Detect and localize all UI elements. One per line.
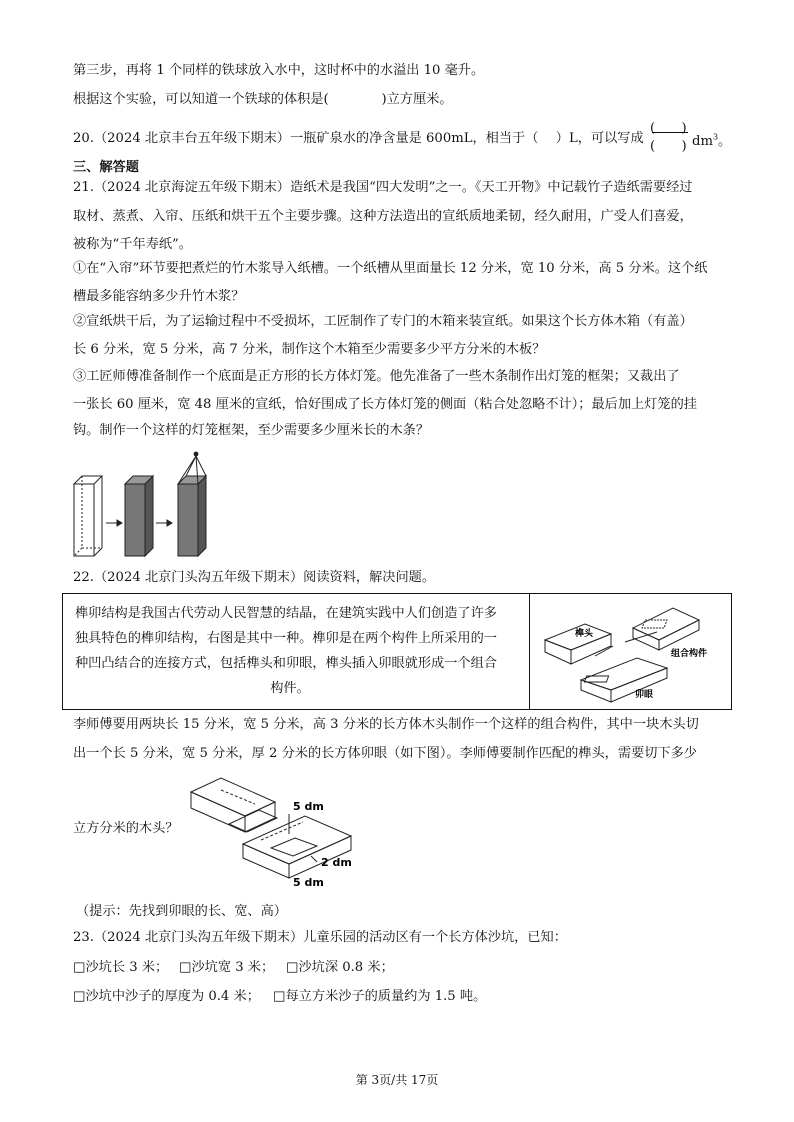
condition-item: □沙坑长 3 米； <box>73 960 169 975</box>
dimension-label-top: 5 dm <box>293 800 324 813</box>
page-footer: 第 3页/共 17页 <box>355 1073 439 1087</box>
question-22-hint: （提示：先找到卯眼的长、宽、高） <box>76 904 287 919</box>
text-line: 根据这个实验，可以知道一个铁球的体积是( )立方厘米。 <box>73 92 453 107</box>
question-21-line: ①在“入帘”环节要把煮烂的竹木浆导入纸槽。一个纸槽从里面量长 12 分米，宽 10 分米，高 5 分米。这个纸 <box>73 261 708 276</box>
arrow-icon <box>106 520 122 526</box>
dimension-label-bottom: 5 dm <box>293 876 324 889</box>
lantern-paper-box <box>125 476 153 556</box>
question-21-line: 取材、蒸煮、入帘、压纸和烘干五个主要步骤。这种方法造出的宣纸质地柔韧，经久耐用，广受人们喜爱， <box>73 209 693 224</box>
section-heading: 三、解答题 <box>73 160 139 175</box>
question-21-line: ③工匠师傅准备制作一个底面是正方形的长方体灯笼。他先准备了一些木条制作出灯笼的框架；又裁出了 <box>73 369 680 384</box>
question-22-line: 出一个长 5 分米，宽 5 分米，厚 2 分米的长方体卯眼（如下图）。李师傅要制作匹配的榫头，需要切下多少 <box>73 746 697 761</box>
question-23-title: 23.（2024 北京门头沟五年级下期末）儿童乐园的活动区有一个长方体沙坑，已知： <box>73 930 567 945</box>
tenon-mortise-figure <box>537 598 727 704</box>
question-21-line: 一张长 60 厘米，宽 48 厘米的宣纸，恰好围成了长方体灯笼的侧面（粘合处忽略不计）；最后加上灯笼的挂 <box>73 397 697 412</box>
fraction-numerator: ( ) <box>650 121 687 136</box>
text-line: 第三步，再将 1 个同样的铁球放入水中，这时杯中的水溢出 10 毫升。 <box>73 63 485 78</box>
question-21-line: 被称为“千年寿纸”。 <box>73 237 192 252</box>
question-21-line: ②宣纸烘干后，为了运输过程中不受损坏，工匠制作了专门的木箱来装宣纸。如果这个长方体木箱（有盖） <box>73 314 693 329</box>
box-text-line: 构件。 <box>270 681 310 696</box>
figure-label-assembly: 组合构件 <box>671 649 708 659</box>
box-text-line: 榫卯结构是我国古代劳动人民智慧的结晶，在建筑实践中人们创造了许多 <box>75 606 497 621</box>
question-20: 20.（2024 北京丰台五年级下期末）一瓶矿泉水的净含量是 600mL，相当于（ ）L，可以写成 <box>73 131 644 146</box>
lantern-figure <box>68 448 218 563</box>
box-text-line: 种凹凸结合的连接方式，包括榫头和卯眼，榫头插入卯眼就形成一个组合 <box>75 656 497 671</box>
question-21-line: 槽最多能容纳多少升竹木浆？ <box>73 289 245 304</box>
figure-label-mortise: 卯眼 <box>635 690 654 700</box>
question-22-line: 李师傅要用两块长 15 分米，宽 5 分米，高 3 分米的长方体木头制作一个这样的组合构件，其中一块木头切 <box>73 717 699 732</box>
question-22-line: 立方分米的木头？ <box>73 821 179 836</box>
lantern-with-hook <box>178 452 206 556</box>
unit-dm3: $dm^3$。 <box>692 132 732 149</box>
lantern-outline-box <box>74 476 102 556</box>
question-21-line: 21.（2024 北京海淀五年级下期末）造纸术是我国“四大发明”之一。《天工开物》中记载竹子造纸需要经过 <box>73 180 693 195</box>
reading-material-box <box>62 593 732 710</box>
condition-item: □沙坑宽 3 米； <box>179 960 275 975</box>
question-21-line: 钩。制作一个这样的灯笼框架，至少需要多少厘米长的木条？ <box>73 423 430 438</box>
arrow-icon <box>156 520 172 526</box>
fraction-denominator: ( ) <box>650 139 687 154</box>
question-22-title: 22.（2024 北京门头沟五年级下期末）阅读资料，解决问题。 <box>73 570 436 585</box>
box-text-line: 独具特色的榫卯结构，右图是其中一种。榫卯是在两个构件上所采用的一 <box>75 631 497 646</box>
dimension-label-right: 2 dm <box>321 856 352 869</box>
mortise-dimension-figure <box>185 774 375 892</box>
figure-label-tenon: 榫头 <box>575 629 594 639</box>
question-21-line: 长 6 分米，宽 5 分米，高 7 分米，制作这个木箱至少需要多少平方分米的木板？ <box>73 342 546 357</box>
condition-item: □每立方米沙子的质量约为 1.5 吨。 <box>273 989 487 1004</box>
hook-icon <box>194 452 199 457</box>
condition-item: □沙坑中沙子的厚度为 0.4 米； <box>73 989 260 1004</box>
condition-item: □沙坑深 0.8 米； <box>286 960 394 975</box>
